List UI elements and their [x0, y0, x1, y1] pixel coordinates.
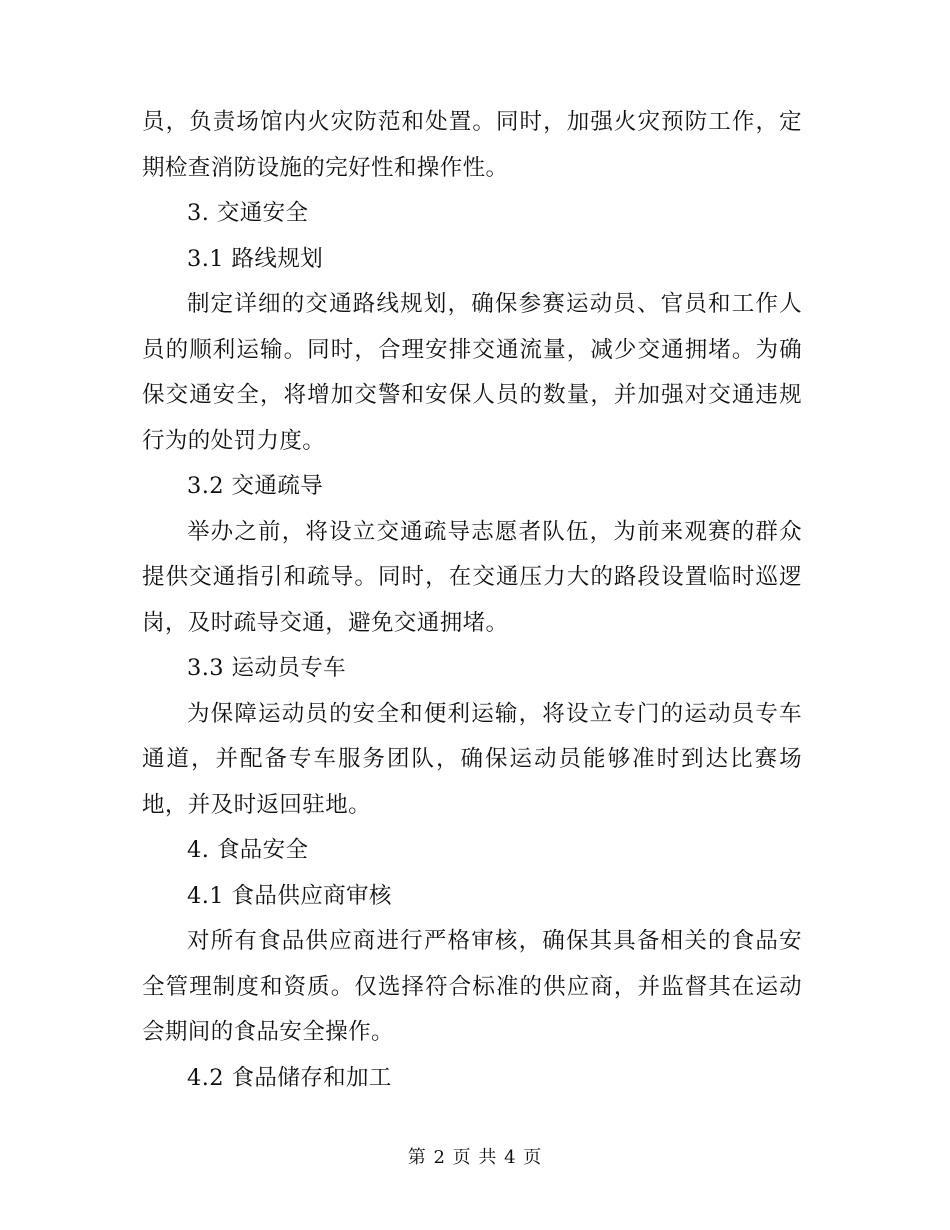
heading-supplier-review: 4.1 食品供应商审核	[187, 882, 392, 909]
heading-traffic-safety: 3. 交通安全	[187, 200, 309, 226]
paragraph-athlete-shuttle: 为保障运动员的安全和便利运输，将设立专门的运动员专车通道，并配备专车服务团队，确保运动员能够准时到达比赛场地，并及时返回驻地。	[142, 700, 802, 818]
heading-food-storage: 4.2 食品储存和加工	[187, 1064, 392, 1091]
paragraph-supplier-review: 对所有食品供应商进行严格审核，确保其具备相关的食品安全管理制度和资质。仅选择符合标准的供应商，并监督其在运动会期间的食品安全操作。	[142, 928, 802, 1045]
heading-food-safety: 4. 食品安全	[187, 837, 309, 863]
heading-athlete-shuttle: 3.3 运动员专车	[187, 655, 347, 681]
heading-traffic-guidance: 3.2 交通疏导	[187, 473, 324, 499]
paragraph-traffic-guidance: 举办之前，将设立交通疏导志愿者队伍，为前来观赛的群众提供交通指引和疏导。同时，在交通压力大的路段设置临时巡逻岗，及时疏导交通，避免交通拥堵。	[142, 518, 802, 636]
document-body	[142, 100, 802, 1101]
paragraph-fire-safety-continued: 员，负责场馆内火灾防范和处置。同时，加强火灾预防工作，定期检查消防设施的完好性和操作性。	[142, 109, 802, 181]
paragraph-route-planning: 制定详细的交通路线规划，确保参赛运动员、官员和工作人员的顺利运输。同时，合理安排交通流量，减少交通拥堵。为确保交通安全，将增加交警和安保人员的数量，并加强对交通违规行为的处罚力度。	[142, 291, 802, 454]
heading-route-planning: 3.1 路线规划	[187, 245, 324, 272]
page-number-footer: 第 2 页 共 4 页	[407, 1147, 543, 1168]
